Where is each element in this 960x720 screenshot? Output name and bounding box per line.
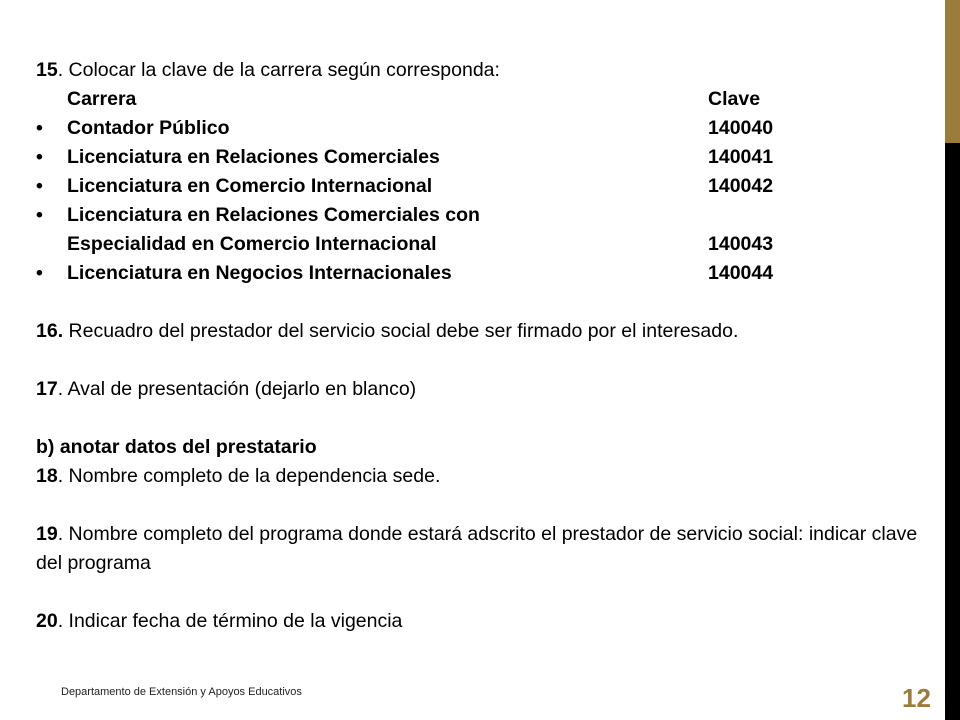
career-name-cont: Especialidad en Comercio Internacional (67, 233, 437, 255)
item-16 (36, 317, 936, 346)
career-code: 140044 (708, 262, 774, 284)
sidebar-accent-bar (945, 0, 960, 143)
header-career: Carrera (67, 88, 137, 110)
header-code: Clave (708, 88, 761, 110)
item-number: 17 (36, 378, 58, 400)
career-code: 140042 (708, 175, 774, 197)
section-b-heading: b) anotar datos del prestatario (36, 436, 317, 458)
item-15 (36, 56, 936, 85)
table-row-continuation (36, 230, 936, 259)
career-name: Licenciatura en Relaciones Comerciales con (67, 204, 480, 226)
sidebar-dark-bar (945, 143, 960, 720)
item-number: 16. (36, 320, 64, 342)
table-row (36, 114, 936, 143)
item-number: 20 (36, 610, 58, 632)
item-19 (36, 520, 936, 578)
career-code: 140043 (708, 233, 774, 255)
table-row (36, 172, 936, 201)
item-text: . Nombre completo de la dependencia sede. (57, 465, 441, 487)
career-name: Licenciatura en Comercio Internacional (67, 175, 433, 197)
career-code: 140041 (708, 146, 774, 168)
career-name: Contador Público (67, 117, 230, 139)
bullet: • (36, 175, 43, 197)
bullet: • (36, 117, 43, 139)
item-text: Recuadro del prestador del servicio social debe ser firmado por el interesado. (63, 320, 739, 342)
career-name: Licenciatura en Relaciones Comerciales (67, 146, 440, 168)
page-number: 12 (902, 683, 931, 713)
bullet: • (36, 204, 43, 226)
table-row (36, 201, 936, 230)
item-17 (36, 375, 936, 404)
item-number: 15 (36, 59, 58, 81)
item-number: 19 (36, 523, 58, 545)
item-number: 18 (36, 465, 58, 487)
item-text: . Colocar la clave de la carrera según corresponda: (57, 59, 500, 81)
item-text: . Nombre completo del programa donde estará adscrito el prestador de servicio social: indicar clave del programa (36, 523, 918, 574)
table-row (36, 259, 936, 288)
bullet: • (36, 146, 43, 168)
item-text: . Aval de presentación (dejarlo en blanco) (57, 378, 417, 400)
footer-text: Departamento de Extensión y Apoyos Educativos (61, 686, 302, 698)
item-text: . Indicar fecha de término de la vigencia (57, 610, 403, 632)
item-20 (36, 607, 936, 636)
career-code: 140040 (708, 117, 774, 139)
slide-content (36, 56, 936, 636)
career-name: Licenciatura en Negocios Internacionales (67, 262, 452, 284)
bullet: • (36, 262, 43, 284)
table-row (36, 143, 936, 172)
table-header (36, 85, 936, 114)
item-18 (36, 462, 936, 491)
